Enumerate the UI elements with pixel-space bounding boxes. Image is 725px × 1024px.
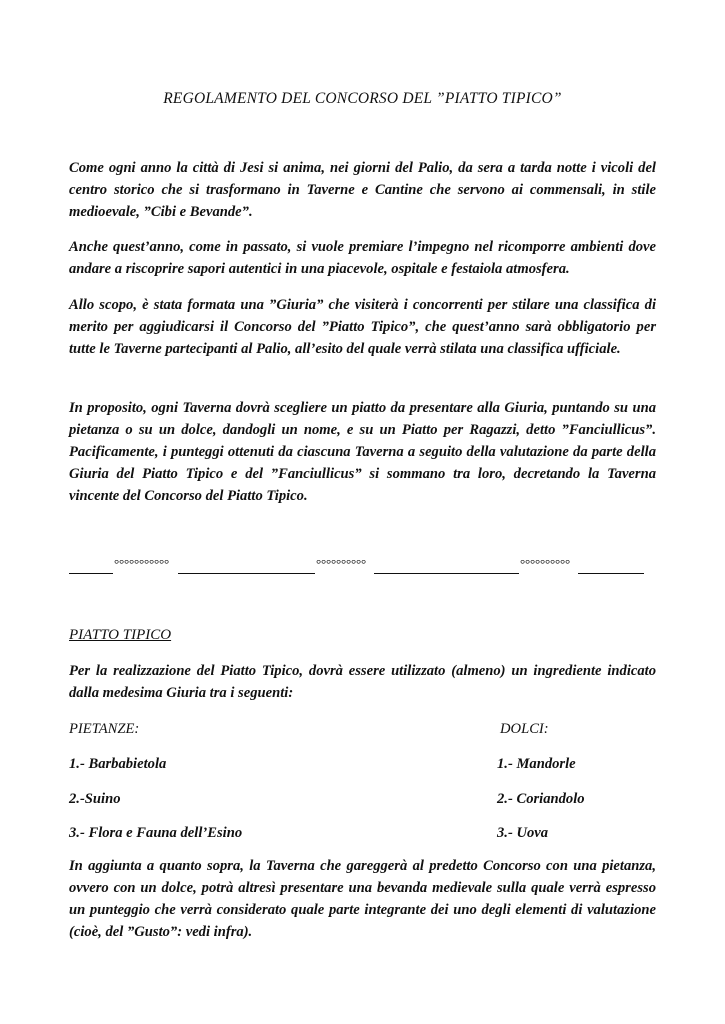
separator-dots: °°°°°°°°°°° [114,556,169,571]
pietanza-item: 1.- Barbabietola [69,756,167,772]
separator-line [178,573,315,574]
dolce-item: 2.- Coriandolo [497,791,585,807]
dolci-header: DOLCI: [500,721,549,737]
separator-line [69,573,113,574]
separator-dots: °°°°°°°°°° [520,556,570,571]
dolce-item: 3.- Uova [497,825,549,841]
separator-line [374,573,519,574]
ingredients-intro: Per la realizzazione del Piatto Tipico, dovrà essere utilizzato (almeno) un ingrediente indicato dalla medesima Giuria tra i seguenti: [69,663,656,701]
separator-dots: °°°°°°°°°° [316,556,366,571]
intro-paragraph: Come ogni anno la città di Jesi si anima, nei giorni del Palio, da sera a tarda notte i vicoli del centro storico che si trasformano in Taverne e Cantine che servono ai commensali, in stile medioevale, ”Cibi e Bevande”. [69,160,656,220]
purpose-paragraph: Anche quest’anno, come in passato, si vuole premiare l’impegno nel ricomporre ambienti dove andare a riscoprire sapori autentici in una piacevole, ospitale e festaiola atmosfera. [69,239,656,277]
document-title: REGOLAMENTO DEL CONCORSO DEL ”PIATTO TIPICO” [163,90,562,107]
pietanze-header: PIETANZE: [69,721,140,737]
scoring-paragraph: In proposito, ogni Taverna dovrà scegliere un piatto da presentare alla Giuria, puntando su una pietanza o su un dolce, dandogli un nome, e su un Piatto per Ragazzi, detto ”Fanciullicus”. Pacificamente, i punteggi ottenuti da ciascuna Taverna a seguito della valutazione da parte della Giuria del Piatto Tipico e del ”Fanciullicus” si sommano tra loro, decretando la Taverna vincente del Concorso del Piatto Tipico. [69,400,656,504]
dolce-item: 1.- Mandorle [497,756,576,772]
section-heading: PIATTO TIPICO [69,627,172,643]
beverage-paragraph: In aggiunta a quanto sopra, la Taverna che gareggerà al predetto Concorso con una pietanza, ovvero con un dolce, potrà altresì presentare una bevanda medievale sulla quale verrà espresso un punteggio che verrà considerato quale parte integrante dei uno degli elementi di valutazione (cioè, del ”Gusto”: vedi infra). [69,858,656,940]
jury-paragraph: Allo scopo, è stata formata una ”Giuria” che visiterà i concorrenti per stilare una classifica di merito per aggiudicarsi il Concorso del ”Piatto Tipico”, che quest’anno sarà obbligatorio per tutte le Taverne partecipanti al Palio, all’esito del quale verrà stilata una classifica ufficiale. [69,297,656,357]
separator-line [578,573,644,574]
pietanza-item: 3.- Flora e Fauna dell’Esino [69,825,243,841]
section-separator [69,556,656,578]
pietanza-item: 2.-Suino [69,791,121,807]
